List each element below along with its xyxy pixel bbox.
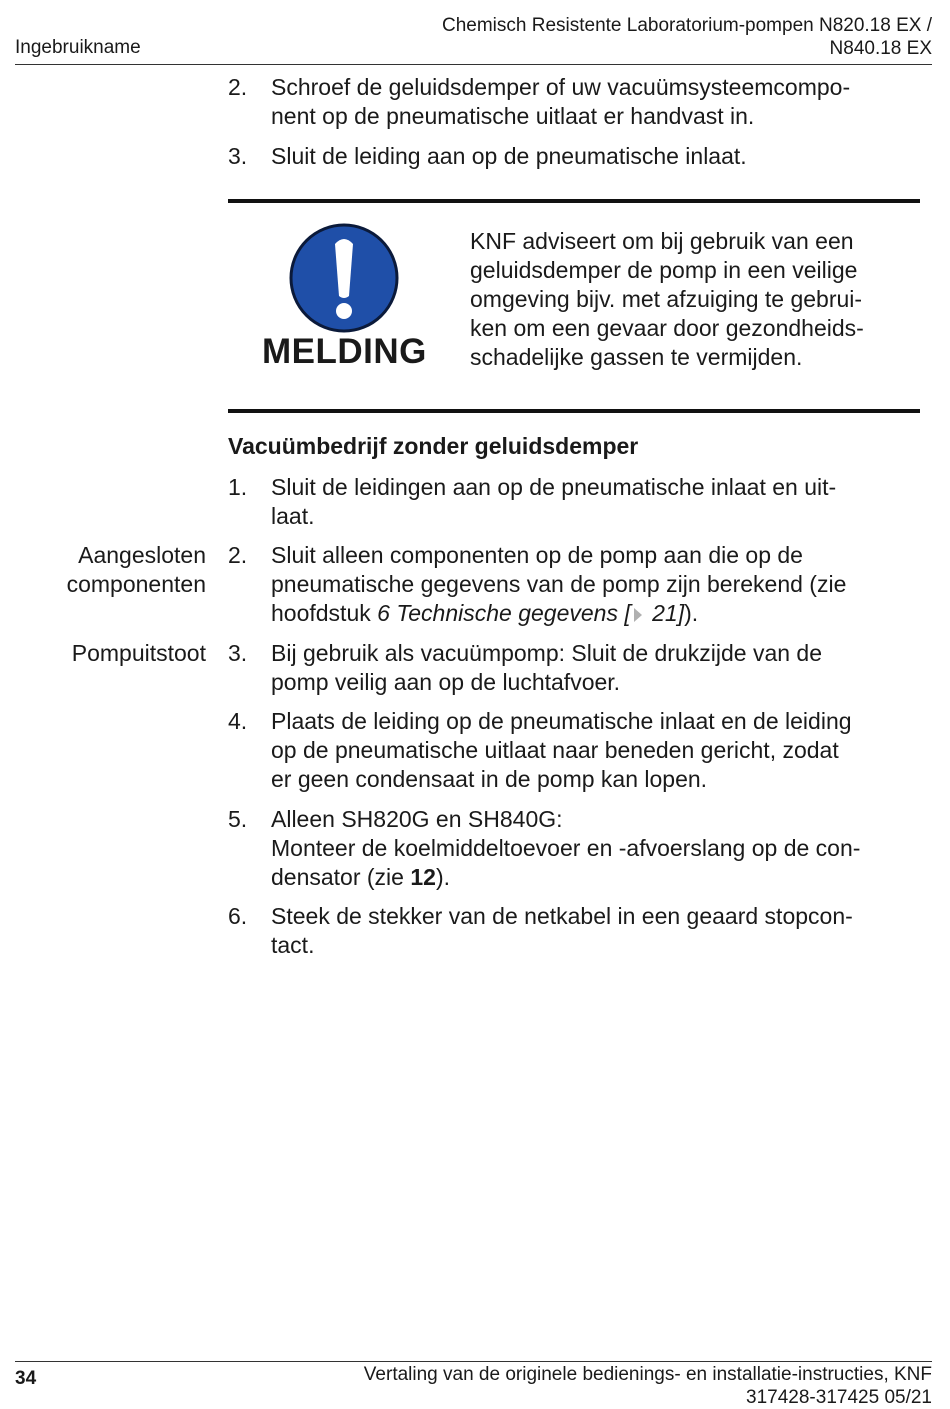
step-text: Alleen SH820G en SH840G: Monteer de koelmiddeltoevoer en -afvoerslang op de con- densator (zie 12). <box>271 806 861 890</box>
notice-text: KNF adviseert om bij gebruik van een geluidsdemper de pomp in een veilige omgeving bijv. met afzuiging te gebrui- ken om een gevaar door gezondheids- schadelijke gassen te vermijden. <box>470 228 864 370</box>
step-text: Bij gebruik als vacuümpomp: Sluit de drukzijde van de pomp veilig aan op de luchtafvoer. <box>271 640 823 695</box>
step-text: Sluit de leiding aan op de pneumatische inlaat. <box>271 143 747 169</box>
header-section-title: Ingebruikname <box>15 37 141 58</box>
footer-document-info: Vertaling van de originele bedienings- en installatie-instructies, KNF 317428-317425 05/21 <box>363 1364 932 1408</box>
list-item <box>228 541 918 628</box>
step-number: 1. <box>228 474 248 500</box>
section-heading: Vacuümbedrijf zonder geluidsdemper <box>228 433 639 459</box>
list-item <box>228 142 918 171</box>
margin-label-pump-exhaust: Pompuitstoot <box>71 640 206 666</box>
margin-label-connected-components: Aangesloten componenten <box>66 542 206 597</box>
exclamation-mandatory-icon <box>288 222 400 334</box>
list-item <box>228 902 918 960</box>
step-number: 2. <box>228 74 248 100</box>
step-number: 6. <box>228 903 248 929</box>
step-text: Plaats de leiding op de pneumatische inlaat en de leiding op de pneumatische uitlaat naar beneden gericht, zodat er geen condensaat in de pomp kan lopen. <box>271 708 852 792</box>
page-number: 34 <box>15 1368 37 1389</box>
figure-reference[interactable]: 12 <box>410 864 436 890</box>
step-text: Steek de stekker van de netkabel in een geaard stopcon- tact. <box>271 903 853 958</box>
step-text: Sluit alleen componenten op de pomp aan die op de pneumatische gegevens van de pomp zijn berekend (zie hoofdstuk 6 Technische gegevens [ 21]). <box>271 542 847 626</box>
step-number: 2. <box>228 542 248 568</box>
step-number: 5. <box>228 806 248 832</box>
step-number: 4. <box>228 708 248 734</box>
header-document-title <box>442 14 932 60</box>
header-divider <box>15 64 932 65</box>
header-title-line: Chemisch Resistente Laboratorium-pompen N820.18 EX / <box>441 15 932 36</box>
notice-label: MELDING <box>262 332 427 371</box>
step-number: 3. <box>228 143 248 169</box>
header-title-line: N840.18 EX <box>829 38 932 59</box>
list-item <box>228 805 918 892</box>
step-text: Schroef de geluidsdemper of uw vacuümsysteemcompo- nent op de pneumatische uitlaat er handvast in. <box>271 74 851 129</box>
list-item <box>228 639 918 697</box>
step-number: 3. <box>228 640 248 666</box>
step-text: Sluit de leidingen aan op de pneumatische inlaat en uit- laat. <box>271 474 837 529</box>
page-reference-arrow-icon <box>634 608 642 622</box>
notice-bottom-divider <box>228 409 920 413</box>
notice-top-divider <box>228 199 920 203</box>
list-item <box>228 473 918 531</box>
chapter-reference-link[interactable]: 6 Technische gegevens [ 21] <box>377 600 685 626</box>
list-item <box>228 73 918 131</box>
footer-divider <box>15 1361 932 1362</box>
list-item <box>228 707 918 794</box>
